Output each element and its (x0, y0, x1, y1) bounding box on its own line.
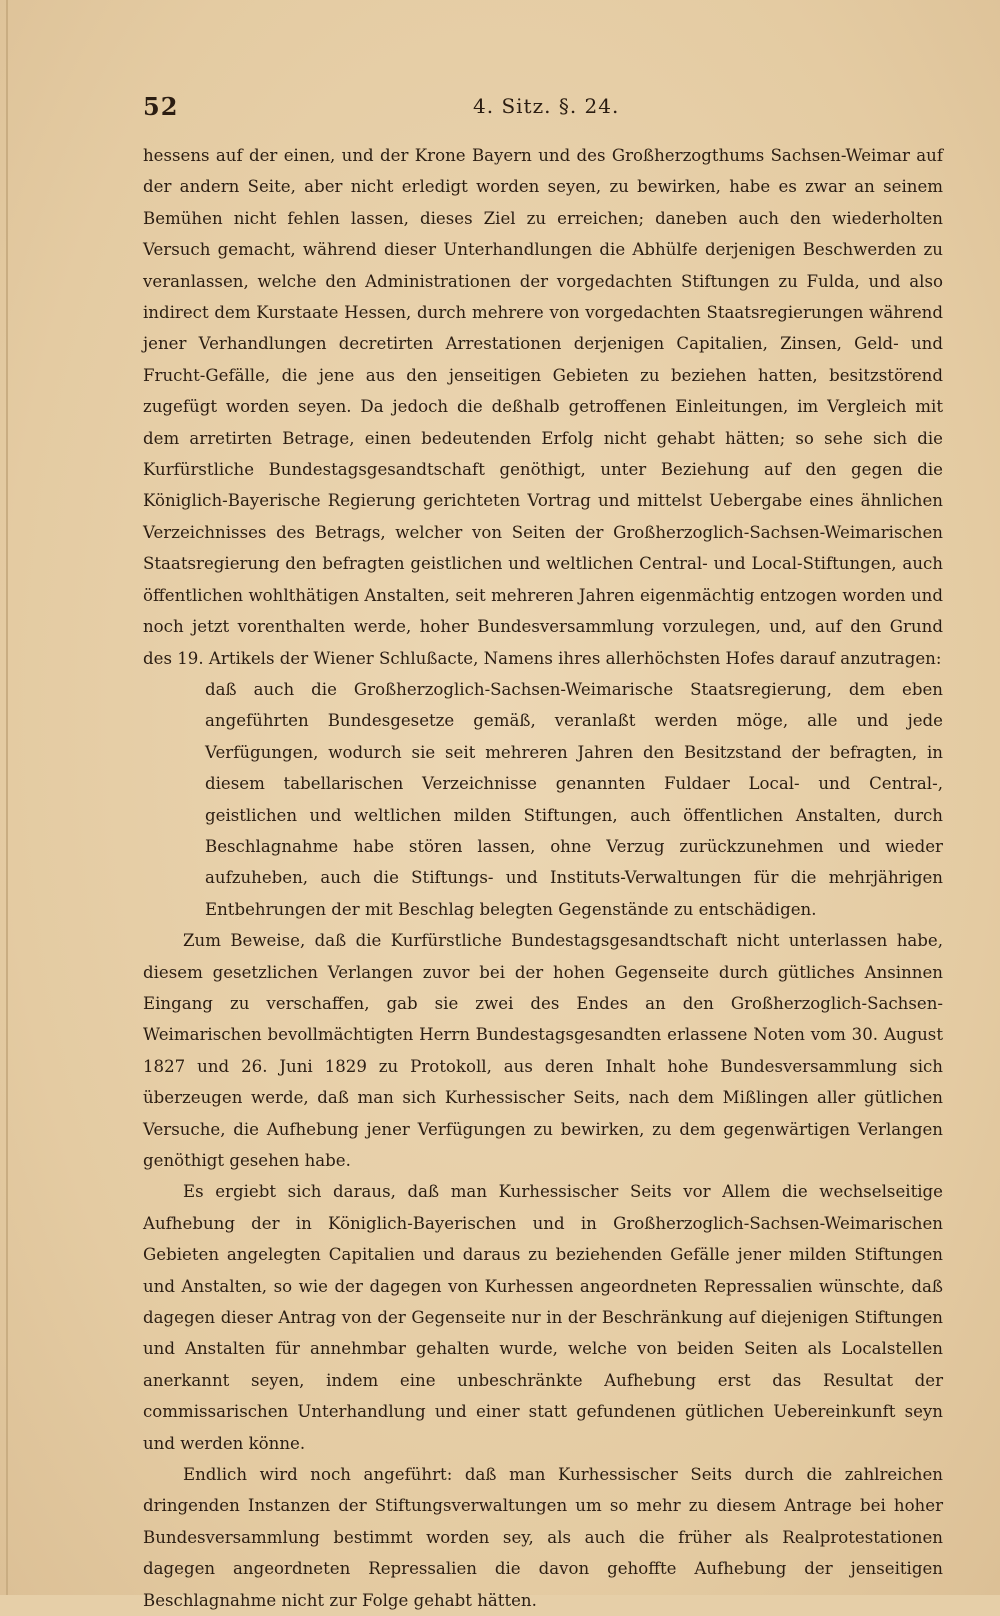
paragraph-continuation: hessens auf der einen, und der Krone Bayern und des Großherzogthums Sachsen-Weimar auf der andern Seite, aber nicht erledigt worden seyen, zu bewirken, habe es zwar an seinem Bemühen nicht fehlen lassen, dieses Ziel zu erreichen; daneben auch den wiederholten Versuch gemacht, während dieser Unterhandlungen die Abhülfe derjenigen Beschwerden zu veranlassen, welche den Administrationen der vorgedachten Stiftungen zu Fulda, und also indirect dem Kurstaate Hessen, durch mehrere von vorgedachten Staatsregierungen während jener Verhandlungen decretirten Arrestationen derjenigen Capitalien, Zinsen, Geld- und Frucht-Gefälle, die jene aus den jenseitigen Gebieten zu beziehen hatten, besitzstörend zugefügt worden seyen. Da jedoch die deßhalb getroffenen Einleitungen, im Vergleich mit dem arretirten Betrage, einen bedeutenden Erfolg nicht gehabt hätten; so sehe sich die Kurfürstliche Bundestagsgesandtschaft genöthigt, unter Beziehung auf den gegen die Königlich-Bayerische Regierung gerichteten Vortrag und mittelst Uebergabe eines ähnlichen Verzeichnisses des Betrags, welcher von Seiten der Großherzoglich-Sachsen-Weimarischen Staatsregierung den befragten geistlichen und weltlichen Central- und Local-Stiftungen, auch öffentlichen wohlthätigen Anstalten, seit mehreren Jahren eigenmächtig entzogen worden und noch jetzt vorenthalten werde, hoher Bundesversammlung vorzulegen, und, auf den Grund des 19. Artikels der Wiener Schlußacte, Namens ihres allerhöchsten Hofes darauf anzutragen: (143, 146, 943, 668)
paragraph-evidence: Zum Beweise, daß die Kurfürstliche Bundestagsgesandtschaft nicht unterlassen habe, diesem gesetzlichen Verlangen zuvor bei der hohen Gegenseite durch gütliches Ansinnen Eingang zu verschaffen, gab sie zwei des Endes an den Großherzoglich-Sachsen-Weimarischen bevollmächtigten Herrn Bundestagsgesandten erlassene Noten vom 30. August 1827 und 26. Juni 1829 zu Protokoll, aus deren Inhalt hohe Bundesversammlung sich überzeugen werde, daß man sich Kurhessischer Seits, nach dem Mißlingen aller gütlichen Versuche, die Aufhebung jener Verfügungen zu bewirken, zu dem gegenwärtigen Verlangen genöthigt gesehen habe. (143, 931, 943, 1170)
body-text (143, 140, 943, 1616)
paragraph-result: Es ergiebt sich daraus, daß man Kurhessischer Seits vor Allem die wechselseitige Aufhebung der in Königlich-Bayerischen und in Großherzoglich-Sachsen-Weimarischen Gebieten angelegten Capitalien und daraus zu beziehenden Gefälle jener milden Stiftungen und Anstalten, so wie der dagegen von Kurhessen angeordneten Repressalien wünschte, daß dagegen dieser Antrag von der Gegenseite nur in der Beschränkung auf diejenigen Stiftungen und Anstalten für annehmbar gehalten wurde, welche von beiden Seiten als Localstellen anerkannt seyen, indem eine unbeschränkte Aufhebung erst das Resultat der commissarischen Unterhandlung und einer statt gefundenen gütlichen Uebereinkunft seyn und werden könne. (143, 1182, 943, 1453)
page-header (143, 92, 943, 122)
paragraph-conclusion: Endlich wird noch angeführt: daß man Kurhessischer Seits durch die zahlreichen dringenden Instanzen der Stiftungsverwaltungen um so mehr zu diesem Antrage bei hoher Bundesversammlung bestimmt worden sey, als auch die früher als Realprotestationen dagegen angeordneten Repressalien die davon gehoffte Aufhebung der jenseitigen Beschlagnahme nicht zur Folge gehabt hätten. (143, 1465, 943, 1610)
paragraph-motion: daß auch die Großherzoglich-Sachsen-Weimarische Staatsregierung, dem eben angeführten Bundesgesetze gemäß, veranlaßt werden möge, alle und jede Verfügungen, wodurch sie seit mehreren Jahren den Besitzstand der befragten, in diesem tabellarischen Verzeichnisse genannten Fuldaer Local- und Central-, geistlichen und weltlichen milden Stiftungen, auch öffentlichen Anstalten, durch Beschlagnahme habe stören lassen, ohne Verzug zurückzunehmen und wieder aufzuheben, auch die Stiftungs- und Instituts-Verwaltungen für die mehrjährigen Entbehrungen der mit Beschlag belegten Gegenstände zu entschädigen. (205, 679, 943, 919)
page-number: 52 (143, 92, 179, 121)
running-head: 4. Sitz. §. 24. (473, 94, 620, 118)
page-edge (6, 0, 8, 1595)
